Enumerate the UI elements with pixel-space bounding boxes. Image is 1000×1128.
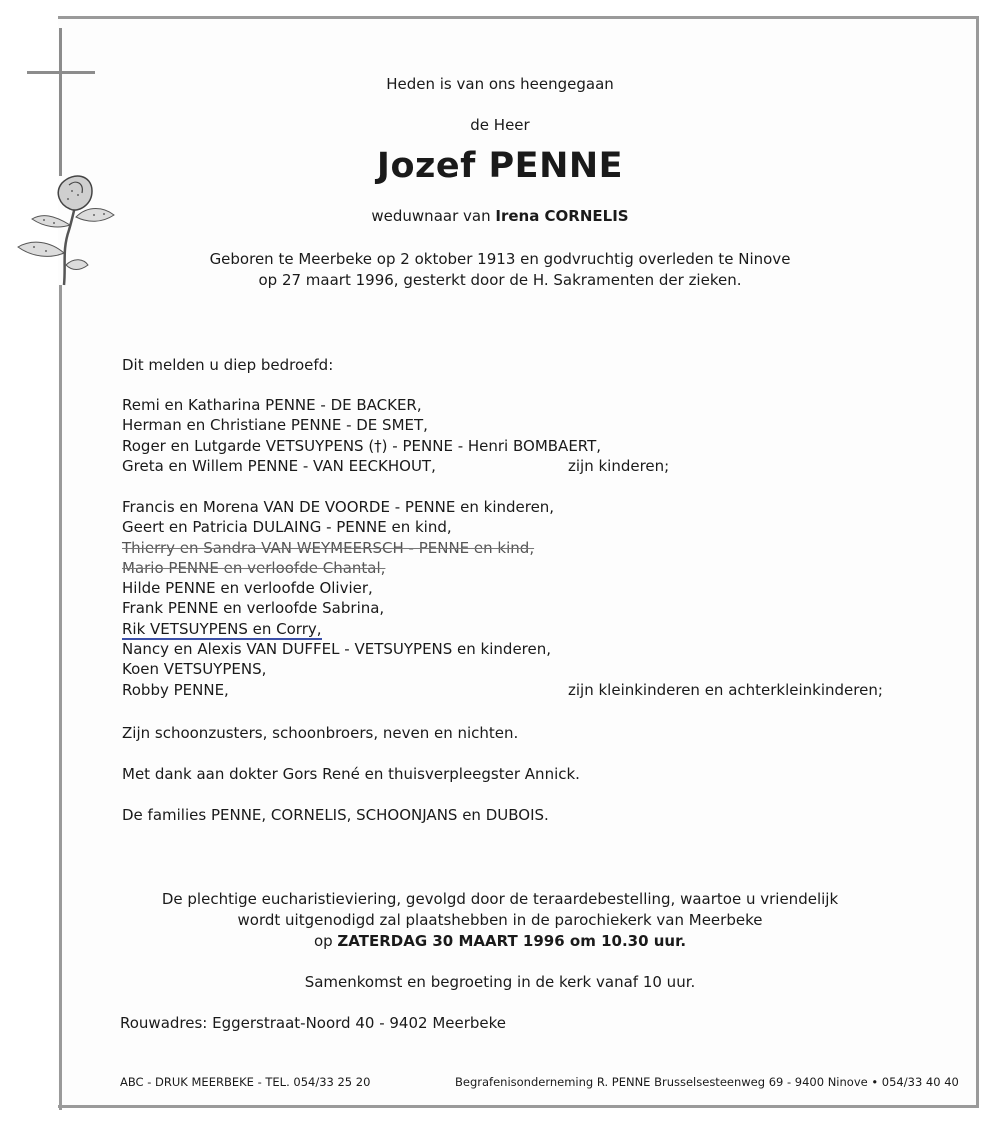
widow-prefix: weduwnaar van — [371, 207, 491, 225]
list-item: Mario PENNE en verloofde Chantal, — [122, 558, 386, 577]
gathering-text: Samenkomst en begroeting in de kerk vanaf 10 uur. — [304, 973, 696, 991]
title-text: de Heer — [470, 116, 530, 134]
list-item-text: Rik VETSUYPENS en Corry, — [122, 619, 322, 638]
widow-name: Irena CORNELIS — [495, 207, 629, 225]
list-item: Geert en Patricia DULAING - PENNE en kind, — [122, 518, 452, 537]
widow-line — [0, 206, 1000, 227]
children-label: zijn kinderen; — [568, 457, 670, 475]
list-item: Robby PENNE, — [122, 680, 229, 699]
list-item — [122, 619, 554, 639]
list-item: Greta en Willem PENNE - VAN EECKHOUT, — [122, 456, 436, 475]
list-item: Herman en Christiane PENNE - DE SMET, — [122, 416, 428, 435]
mourners-intro: Dit melden u diep bedroefd: — [122, 356, 334, 374]
undertaker-credit: Begrafenisonderneming R. PENNE Brusselsesteenweg 69 - 9400 Ninove • 054/33 40 40 — [455, 1075, 959, 1089]
intro-text: Heden is van ons heengegaan — [386, 75, 614, 93]
list-item: Roger en Lutgarde VETSUYPENS (†) - PENNE - Henri BOMBAERT, — [122, 436, 602, 455]
date-prefix: op — [313, 932, 333, 950]
deceased-name: Jozef PENNE — [376, 146, 624, 186]
list-item: Francis en Morena VAN DE VOORDE - PENNE en kinderen, — [122, 498, 555, 516]
families-text: De families PENNE, CORNELIS, SCHOONJANS en DUBOIS. — [122, 806, 549, 824]
list-item: Remi en Katharina PENNE - DE BACKER, — [122, 396, 422, 414]
list-item: Hilde PENNE en verloofde Olivier, — [122, 579, 373, 598]
children-list — [122, 395, 601, 476]
ceremony-line-2: wordt uitgenodigd zal plaatshebben in de parochiekerk van Meerbeke — [237, 911, 763, 929]
list-item: Frank PENNE en verloofde Sabrina, — [122, 599, 385, 618]
list-item: Koen VETSUYPENS, — [122, 660, 267, 679]
birth-line-2: op 27 maart 1996, gesterkt door de H. Sakramenten der zieken. — [258, 271, 742, 289]
list-item: Nancy en Alexis VAN DUFFEL - VETSUYPENS en kinderen, — [122, 640, 552, 659]
ceremony-line-1: De plechtige eucharistieviering, gevolgd door de teraardebestelling, waartoe u vriendelijk — [161, 890, 839, 908]
thanks-text: Met dank aan dokter Gors René en thuisverpleegster Annick. — [122, 765, 580, 783]
ceremony-date: ZATERDAG 30 MAART 1996 om 10.30 uur. — [337, 932, 687, 950]
grandchildren-label: zijn kleinkinderen en achterkleinkinderen; — [568, 681, 883, 699]
list-item: Thierry en Sandra VAN WEYMEERSCH - PENNE en kind, — [122, 538, 535, 557]
birth-line-1: Geboren te Meerbeke op 2 oktober 1913 en godvruchtig overleden te Ninove — [209, 250, 791, 268]
ceremony-date-line — [0, 931, 1000, 952]
printer-credit: ABC - DRUK MEERBEKE - TEL. 054/33 25 20 — [120, 1075, 371, 1089]
in-laws-text: Zijn schoonzusters, schoonbroers, neven en nichten. — [122, 724, 519, 742]
grandchildren-list — [122, 497, 554, 700]
mourning-address: Rouwadres: Eggerstraat-Noord 40 - 9402 Meerbeke — [120, 1014, 507, 1032]
